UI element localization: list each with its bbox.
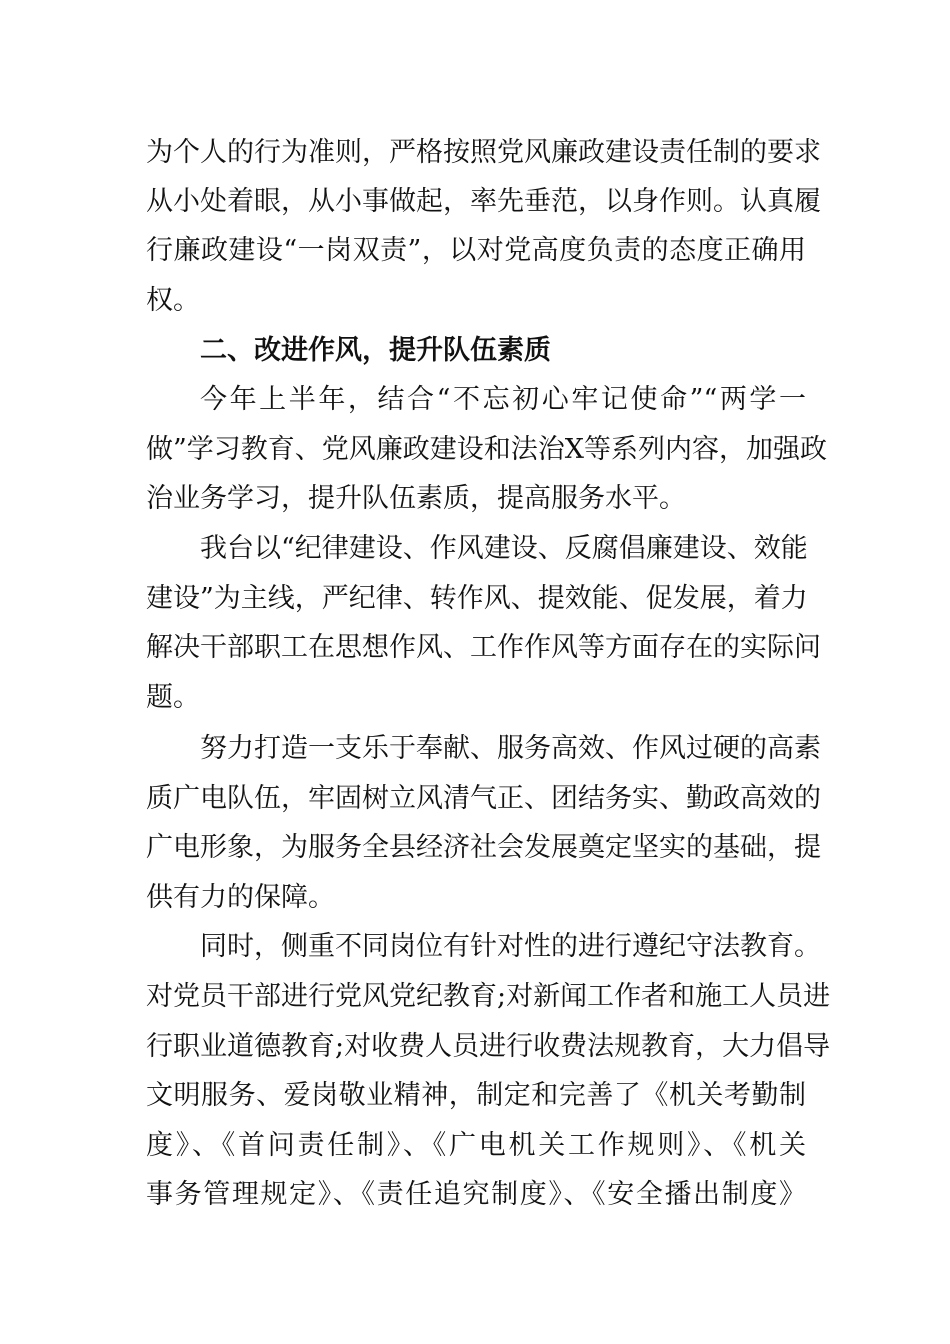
para4-line-3: 广电形象，为服务全县经济社会发展奠定坚实的基础，提 [146,832,821,863]
para4-line-1: 努力打造一支乐于奉献、服务高效、作风过硬的高素 [200,733,821,764]
para4-line-2: 质广电队伍，牢固树立风清气正、团结务实、勤政高效的 [146,783,821,814]
para1-line-1: 为个人的行为准则，严格按照党风廉政建设责任制的要求 [146,137,821,168]
para3-line-3: 解决干部职工在思想作风、工作作风等方面存在的实际问 [146,632,821,663]
para2-line-1: 今年上半年，结合“不忘初心牢记使命”“两学一 [200,384,806,415]
para2-line-3: 治业务学习，提升队伍素质，提高服务水平。 [146,483,686,514]
para1-line-3: 行廉政建设“一岗双责”，以对党高度负责的态度正确用 [146,235,806,266]
para5-line-5: 度》、《首问责任制》、《广电机关工作规则》、《机关 [146,1130,806,1161]
para5-line-3: 行职业道德教育;对收费人员进行收费法规教育，大力倡导 [146,1031,831,1062]
para5-line-4: 文明服务、爱岗敬业精神，制定和完善了《机关考勤制 [146,1080,806,1111]
para1-line-2: 从小处着眼，从小事做起，率先垂范，以身作则。认真履 [146,186,821,217]
para2-line-2: 做”学习教育、党风廉政建设和法治X等系列内容，加强政 [146,434,828,465]
para5-line-2: 对党员干部进行党风党纪教育;对新闻工作者和施工人员进 [146,981,831,1012]
para3-line-1: 我台以“纪律建设、作风建设、反腐倡廉建设、效能 [200,533,808,564]
para5-line-6: 事务管理规定》、《责任追究制度》、《安全播出制度》 [146,1179,806,1210]
para3-line-4: 题。 [146,682,200,713]
para4-line-4: 供有力的保障。 [146,882,335,913]
para1-line-4: 权。 [146,285,200,316]
section-heading-2: 二、改进作风，提升队伍素质 [200,335,551,366]
para5-line-1: 同时，侧重不同岗位有针对性的进行遵纪守法教育。 [200,931,821,962]
para3-line-2: 建设”为主线，严纪律、转作风、提效能、促发展，着力 [146,583,808,614]
